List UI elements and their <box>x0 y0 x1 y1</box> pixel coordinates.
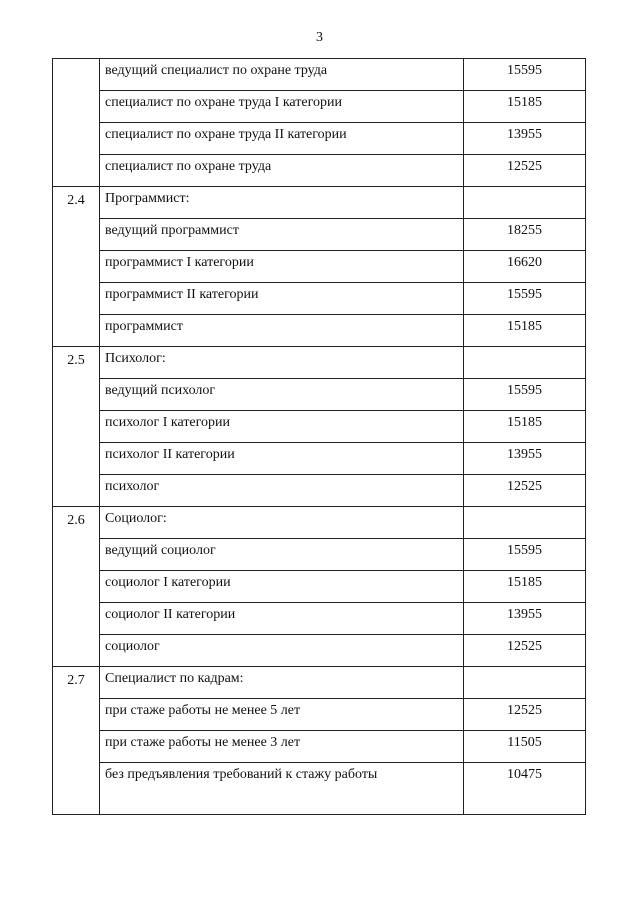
position-cell: программист <box>100 315 464 347</box>
section-number: 2.5 <box>53 347 100 507</box>
salary-cell: 12525 <box>464 155 586 187</box>
salary-cell: 11505 <box>464 731 586 763</box>
table-row <box>53 379 586 411</box>
position-cell: при стаже работы не менее 5 лет <box>100 699 464 731</box>
section-number: 2.6 <box>53 507 100 667</box>
position-cell: специалист по охране труда I категории <box>100 91 464 123</box>
position-cell: социолог II категории <box>100 603 464 635</box>
section-heading: Социолог: <box>100 507 464 539</box>
position-cell: ведущий специалист по охране труда <box>100 59 464 91</box>
section-heading: Психолог: <box>100 347 464 379</box>
position-cell: психолог <box>100 475 464 507</box>
salary-cell: 16620 <box>464 251 586 283</box>
position-cell: психолог II категории <box>100 443 464 475</box>
salary-cell: 10475 <box>464 763 586 815</box>
table-row <box>53 443 586 475</box>
table-row <box>53 91 586 123</box>
table-row <box>53 123 586 155</box>
salary-cell: 12525 <box>464 699 586 731</box>
table-row <box>53 251 586 283</box>
section-heading: Программист: <box>100 187 464 219</box>
salary-cell: 15185 <box>464 315 586 347</box>
position-cell: социолог <box>100 635 464 667</box>
position-cell: специалист по охране труда <box>100 155 464 187</box>
table-row <box>53 187 586 219</box>
salary-cell <box>464 187 586 219</box>
position-cell: при стаже работы не менее 3 лет <box>100 731 464 763</box>
table-row <box>53 571 586 603</box>
table-row <box>53 699 586 731</box>
table-row <box>53 507 586 539</box>
position-cell: психолог I категории <box>100 411 464 443</box>
table-row <box>53 315 586 347</box>
table-row <box>53 667 586 699</box>
position-cell: программист II категории <box>100 283 464 315</box>
salary-cell: 15595 <box>464 283 586 315</box>
table-row <box>53 411 586 443</box>
salary-cell: 13955 <box>464 603 586 635</box>
salary-cell: 13955 <box>464 123 586 155</box>
position-cell: программист I категории <box>100 251 464 283</box>
position-cell: ведущий программист <box>100 219 464 251</box>
salary-cell <box>464 667 586 699</box>
salary-cell: 13955 <box>464 443 586 475</box>
salary-cell <box>464 507 586 539</box>
table-row <box>53 59 586 91</box>
position-cell: без предъявления требований к стажу работы <box>100 763 464 815</box>
salary-cell: 12525 <box>464 475 586 507</box>
table-row <box>53 475 586 507</box>
position-cell: специалист по охране труда II категории <box>100 123 464 155</box>
salary-cell: 15185 <box>464 571 586 603</box>
position-cell: ведущий социолог <box>100 539 464 571</box>
table-row <box>53 283 586 315</box>
salary-cell: 15185 <box>464 411 586 443</box>
table-row <box>53 539 586 571</box>
table-row <box>53 635 586 667</box>
section-number: 2.4 <box>53 187 100 347</box>
table-row <box>53 603 586 635</box>
position-cell: ведущий психолог <box>100 379 464 411</box>
table-row <box>53 155 586 187</box>
page-number: 3 <box>316 30 323 45</box>
table-row <box>53 219 586 251</box>
table-row <box>53 763 586 815</box>
position-cell: социолог I категории <box>100 571 464 603</box>
section-heading: Специалист по кадрам: <box>100 667 464 699</box>
salary-cell <box>464 347 586 379</box>
salary-cell: 12525 <box>464 635 586 667</box>
salary-cell: 15595 <box>464 59 586 91</box>
salary-cell: 15185 <box>464 91 586 123</box>
table-row <box>53 347 586 379</box>
salary-cell: 15595 <box>464 539 586 571</box>
salary-cell: 18255 <box>464 219 586 251</box>
table-row <box>53 731 586 763</box>
section-number <box>53 59 100 187</box>
salary-cell: 15595 <box>464 379 586 411</box>
salary-table <box>52 58 586 815</box>
section-number: 2.7 <box>53 667 100 815</box>
